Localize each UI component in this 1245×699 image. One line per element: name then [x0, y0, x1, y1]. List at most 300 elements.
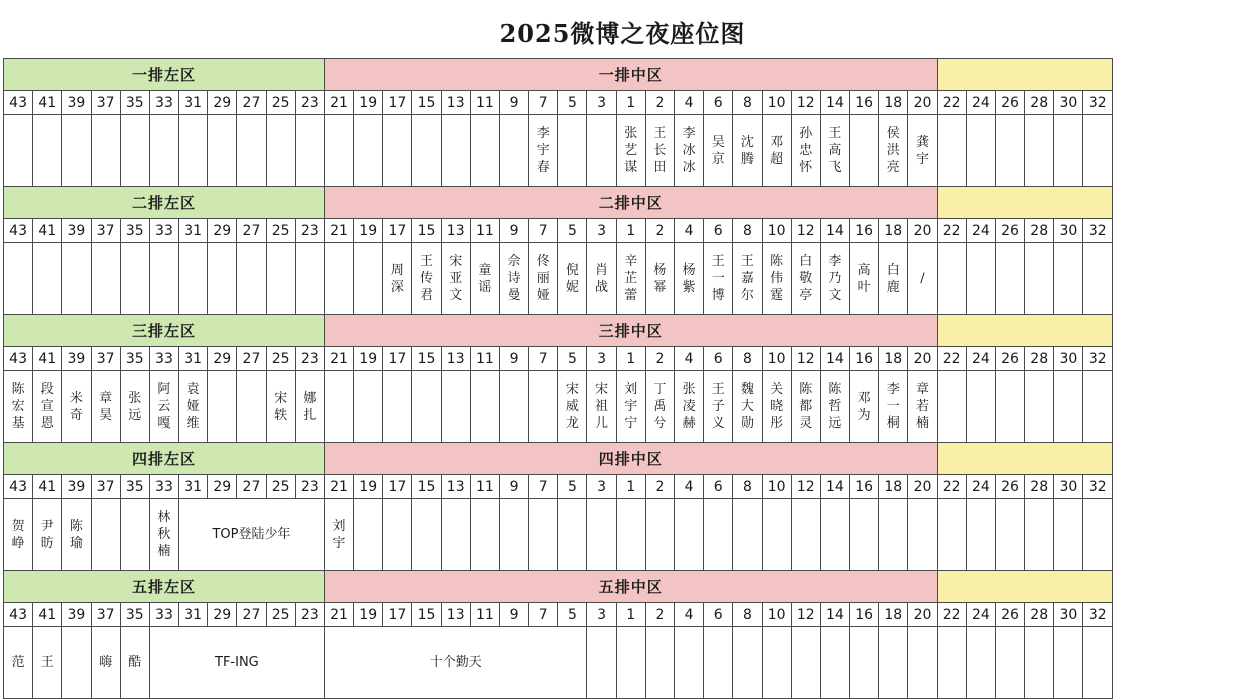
- guest-name: 陈哲远: [828, 382, 842, 431]
- seat-name-cell: [470, 371, 499, 443]
- seat-name-cell: [120, 627, 149, 699]
- seat-number: 3: [587, 475, 616, 499]
- guest-name: 龚宇: [915, 134, 929, 167]
- guest-name: 杨幂: [653, 262, 667, 295]
- seat-name-cell: [441, 115, 470, 187]
- row-section-header: [4, 315, 1113, 347]
- guest-name: 贺峥: [11, 518, 25, 551]
- group-label-cell: [179, 499, 325, 571]
- seat-name-cell: [1025, 499, 1054, 571]
- seat-name-cell: [791, 371, 820, 443]
- seat-name-cell: [966, 371, 995, 443]
- seat-number: 24: [966, 219, 995, 243]
- seat-number: 28: [1025, 347, 1054, 371]
- seat-number: 7: [529, 347, 558, 371]
- seat-number: 13: [441, 91, 470, 115]
- seat-name-cell: [733, 627, 762, 699]
- seat-name-cell: [937, 115, 966, 187]
- seat-number: 10: [762, 475, 791, 499]
- seat-number: 27: [237, 219, 266, 243]
- guest-name: 段宣恩: [40, 382, 54, 431]
- seat-number: 14: [820, 603, 849, 627]
- guest-name: /: [920, 271, 925, 286]
- center-zone-label: 一排中区: [324, 59, 937, 91]
- seat-number: 22: [937, 219, 966, 243]
- guest-name: 魏大勋: [740, 382, 754, 431]
- guest-name: 范: [11, 655, 25, 670]
- seat-name-cell: [995, 115, 1024, 187]
- seat-name-cell: [383, 115, 412, 187]
- seat-number: 15: [412, 219, 441, 243]
- row-section-header: [4, 571, 1113, 603]
- seat-number: 19: [354, 603, 383, 627]
- guest-name: 张远: [128, 390, 142, 423]
- seat-name-cell: [1083, 115, 1113, 187]
- seat-number: 28: [1025, 603, 1054, 627]
- seat-name-cell: [295, 371, 324, 443]
- seat-name-cell: [412, 499, 441, 571]
- seat-name-cell: [587, 627, 616, 699]
- seat-number: 29: [208, 219, 237, 243]
- guest-name: 王高飞: [828, 126, 842, 175]
- seat-number: 10: [762, 219, 791, 243]
- seat-name-cell: [587, 243, 616, 315]
- seat-name-cell: [879, 243, 908, 315]
- seat-name-cell: [266, 115, 295, 187]
- seat-number: 7: [529, 219, 558, 243]
- seat-number: 19: [354, 91, 383, 115]
- seat-name-cell: [908, 115, 937, 187]
- seat-number: 13: [441, 603, 470, 627]
- seat-number: 6: [704, 603, 733, 627]
- guest-name: 李宇春: [536, 126, 550, 175]
- seat-name-cell: [354, 499, 383, 571]
- row-section-header: [4, 59, 1113, 91]
- seat-number-row: [4, 219, 1113, 243]
- seat-names-row: [4, 371, 1113, 443]
- seat-name-cell: [733, 499, 762, 571]
- seat-name-cell: [91, 115, 120, 187]
- seat-name-cell: [995, 243, 1024, 315]
- seat-number: 35: [120, 603, 149, 627]
- guest-name: 李一桐: [886, 382, 900, 431]
- guest-name: 米奇: [69, 390, 83, 423]
- seat-number: 24: [966, 347, 995, 371]
- seat-number: 43: [4, 475, 33, 499]
- seat-number: 1: [616, 347, 645, 371]
- guest-name: 陈瑜: [69, 518, 83, 551]
- seat-number: 21: [324, 475, 353, 499]
- seat-name-cell: [704, 371, 733, 443]
- seat-number: 27: [237, 91, 266, 115]
- seat-name-cell: [499, 371, 528, 443]
- seat-number: 23: [295, 603, 324, 627]
- seat-name-cell: [499, 499, 528, 571]
- seat-number: 39: [62, 603, 91, 627]
- seat-number: 9: [499, 475, 528, 499]
- seat-name-cell: [937, 499, 966, 571]
- right-zone-label: [937, 59, 1112, 91]
- seat-name-cell: [529, 243, 558, 315]
- seat-number: 16: [850, 603, 879, 627]
- seat-number: 1: [616, 603, 645, 627]
- guest-name: 王传君: [420, 254, 434, 303]
- seat-name-cell: [470, 115, 499, 187]
- seat-name-cell: [645, 627, 674, 699]
- seat-name-cell: [149, 115, 178, 187]
- seat-name-cell: [966, 499, 995, 571]
- seat-number: 17: [383, 91, 412, 115]
- seat-name-cell: [820, 499, 849, 571]
- seat-number: 25: [266, 347, 295, 371]
- seat-number: 5: [558, 475, 587, 499]
- seat-name-cell: [791, 627, 820, 699]
- seat-number: 27: [237, 347, 266, 371]
- seat-name-cell: [733, 243, 762, 315]
- guest-name: 王子义: [711, 382, 725, 431]
- seat-number: 28: [1025, 475, 1054, 499]
- seat-number: 41: [33, 603, 62, 627]
- seat-name-cell: [937, 627, 966, 699]
- seat-name-cell: [1054, 115, 1083, 187]
- seat-name-cell: [149, 499, 178, 571]
- seat-name-cell: [587, 499, 616, 571]
- seat-name-cell: [1083, 627, 1113, 699]
- seat-name-cell: [149, 371, 178, 443]
- seat-number: 41: [33, 347, 62, 371]
- guest-name: 张凌赫: [682, 382, 696, 431]
- seat-number: 9: [499, 219, 528, 243]
- seat-number: 9: [499, 603, 528, 627]
- left-zone-label: 二排左区: [4, 187, 325, 219]
- guest-name: 沈腾: [740, 134, 754, 167]
- guest-name: 王一博: [711, 254, 725, 303]
- seat-number: 5: [558, 603, 587, 627]
- guest-name: 辛芷蕾: [624, 254, 638, 303]
- seat-number: 37: [91, 219, 120, 243]
- seat-name-cell: [208, 115, 237, 187]
- right-zone-label: [937, 315, 1112, 347]
- seat-names-row: [4, 115, 1113, 187]
- seat-name-cell: [587, 371, 616, 443]
- seat-number: 27: [237, 603, 266, 627]
- seat-number: 7: [529, 475, 558, 499]
- seat-name-cell: [62, 627, 91, 699]
- guest-name: 李冰冰: [682, 126, 696, 175]
- seat-name-cell: [966, 115, 995, 187]
- seat-name-cell: [33, 371, 62, 443]
- seat-number: 20: [908, 475, 937, 499]
- seat-number: 16: [850, 347, 879, 371]
- guest-name: 袁娅维: [186, 382, 200, 431]
- seat-name-cell: [879, 371, 908, 443]
- seat-name-cell: [383, 499, 412, 571]
- seat-name-cell: [937, 371, 966, 443]
- seat-number: 4: [675, 91, 704, 115]
- seat-number: 6: [704, 347, 733, 371]
- seat-number: 37: [91, 475, 120, 499]
- seat-number: 2: [645, 219, 674, 243]
- seat-number: 21: [324, 219, 353, 243]
- seat-number: 15: [412, 347, 441, 371]
- guest-name: 刘宇: [332, 518, 346, 551]
- seat-name-cell: [791, 499, 820, 571]
- seat-name-cell: [295, 115, 324, 187]
- seat-name-cell: [791, 243, 820, 315]
- seat-name-cell: [149, 243, 178, 315]
- seat-name-cell: [208, 243, 237, 315]
- seat-number: 32: [1083, 219, 1113, 243]
- seat-name-cell: [4, 115, 33, 187]
- seat-name-cell: [762, 371, 791, 443]
- guest-name: 陈宏基: [11, 382, 25, 431]
- seat-name-cell: [675, 499, 704, 571]
- seat-name-cell: [675, 627, 704, 699]
- seat-number: 16: [850, 219, 879, 243]
- seat-number: 8: [733, 91, 762, 115]
- seat-name-cell: [850, 115, 879, 187]
- guest-name: 倪妮: [565, 262, 579, 295]
- seat-number: 31: [179, 475, 208, 499]
- seat-number: 15: [412, 91, 441, 115]
- guest-name: 丁禹兮: [653, 382, 667, 431]
- group-label: TF-ING: [215, 654, 259, 670]
- seat-number: 23: [295, 347, 324, 371]
- seat-name-cell: [995, 627, 1024, 699]
- seat-name-cell: [441, 371, 470, 443]
- guest-name: 章昊: [99, 390, 113, 423]
- seat-number: 41: [33, 475, 62, 499]
- seat-number: 16: [850, 91, 879, 115]
- seat-number: 21: [324, 603, 353, 627]
- guest-name: 佘诗曼: [507, 254, 521, 303]
- guest-name: 邓超: [770, 134, 784, 167]
- seat-number: 2: [645, 603, 674, 627]
- seat-number: 1: [616, 475, 645, 499]
- group-label-cell: [149, 627, 324, 699]
- seat-number: 4: [675, 219, 704, 243]
- seat-name-cell: [441, 243, 470, 315]
- guest-name: 酷: [128, 655, 142, 670]
- right-zone-label: [937, 443, 1112, 475]
- seat-number: 1: [616, 219, 645, 243]
- seat-name-cell: [850, 499, 879, 571]
- seat-name-cell: [733, 371, 762, 443]
- seat-number: 12: [791, 603, 820, 627]
- seat-number: 2: [645, 475, 674, 499]
- seat-number: 35: [120, 219, 149, 243]
- guest-name: 杨紫: [682, 262, 696, 295]
- seat-number: 33: [149, 475, 178, 499]
- seat-name-cell: [4, 499, 33, 571]
- seat-name-cell: [820, 627, 849, 699]
- seat-number: 12: [791, 219, 820, 243]
- right-zone-label: [937, 571, 1112, 603]
- seat-number: 7: [529, 603, 558, 627]
- seat-number-row: [4, 475, 1113, 499]
- seat-name-cell: [850, 627, 879, 699]
- seat-number: 4: [675, 603, 704, 627]
- seat-name-cell: [762, 627, 791, 699]
- seat-name-cell: [120, 499, 149, 571]
- seat-number: 20: [908, 219, 937, 243]
- seat-number: 26: [995, 91, 1024, 115]
- seat-number: 29: [208, 91, 237, 115]
- seat-name-cell: [529, 371, 558, 443]
- group-label: TOP登陆少年: [212, 526, 291, 542]
- guest-name: 王: [40, 655, 54, 670]
- guest-name: 童谣: [478, 262, 492, 295]
- seat-number: 43: [4, 219, 33, 243]
- seat-number: 19: [354, 219, 383, 243]
- seat-number: 31: [179, 347, 208, 371]
- center-zone-label: 三排中区: [324, 315, 937, 347]
- seat-number: 26: [995, 603, 1024, 627]
- seat-name-cell: [966, 627, 995, 699]
- seat-number: 13: [441, 219, 470, 243]
- seat-name-cell: [675, 115, 704, 187]
- seat-number: 7: [529, 91, 558, 115]
- seat-name-cell: [324, 115, 353, 187]
- seat-number: 8: [733, 347, 762, 371]
- seat-name-cell: [1083, 371, 1113, 443]
- seat-number: 14: [820, 219, 849, 243]
- seat-number: 39: [62, 475, 91, 499]
- seat-name-cell: [179, 243, 208, 315]
- seat-number: 20: [908, 347, 937, 371]
- seat-number: 23: [295, 91, 324, 115]
- seat-number: 6: [704, 91, 733, 115]
- seat-name-cell: [820, 243, 849, 315]
- seat-name-cell: [237, 115, 266, 187]
- guest-name: 章若楠: [915, 382, 929, 431]
- guest-name: 宋亚文: [449, 254, 463, 303]
- seat-name-cell: [616, 627, 645, 699]
- seat-name-cell: [120, 115, 149, 187]
- seat-number: 24: [966, 91, 995, 115]
- seat-number: 3: [587, 603, 616, 627]
- guest-name: 肖战: [595, 262, 609, 295]
- seat-name-cell: [295, 243, 324, 315]
- seat-number: 1: [616, 91, 645, 115]
- seat-name-cell: [529, 115, 558, 187]
- seat-name-cell: [995, 371, 1024, 443]
- seat-number: 8: [733, 603, 762, 627]
- row-section-header: [4, 443, 1113, 475]
- seat-number: 3: [587, 91, 616, 115]
- seat-name-cell: [91, 371, 120, 443]
- seat-name-cell: [704, 499, 733, 571]
- seat-number: 11: [470, 347, 499, 371]
- seat-number: 41: [33, 91, 62, 115]
- seat-number-row: [4, 347, 1113, 371]
- seat-name-cell: [120, 243, 149, 315]
- seat-name-cell: [324, 243, 353, 315]
- seat-name-cell: [529, 499, 558, 571]
- seat-name-cell: [1025, 115, 1054, 187]
- seat-number: 18: [879, 347, 908, 371]
- seat-name-cell: [675, 243, 704, 315]
- seat-name-cell: [324, 371, 353, 443]
- seat-number: 14: [820, 91, 849, 115]
- seat-name-cell: [354, 371, 383, 443]
- seat-number: 9: [499, 91, 528, 115]
- seat-number: 25: [266, 475, 295, 499]
- seat-name-cell: [33, 115, 62, 187]
- seat-number: 24: [966, 603, 995, 627]
- guest-name: 高叶: [857, 262, 871, 295]
- seat-name-cell: [470, 499, 499, 571]
- seat-number: 5: [558, 347, 587, 371]
- seat-number: 26: [995, 347, 1024, 371]
- seat-number: 32: [1083, 347, 1113, 371]
- seat-name-cell: [616, 115, 645, 187]
- seat-name-cell: [208, 371, 237, 443]
- seat-name-cell: [354, 243, 383, 315]
- group-label: 十个勤天: [429, 654, 482, 670]
- seat-name-cell: [4, 371, 33, 443]
- guest-name: 嗨: [99, 655, 113, 670]
- seat-number: 5: [558, 91, 587, 115]
- group-label-cell: [324, 627, 587, 699]
- seat-number: 28: [1025, 91, 1054, 115]
- seat-name-cell: [4, 627, 33, 699]
- seat-name-cell: [820, 371, 849, 443]
- guest-name: 王嘉尔: [740, 254, 754, 303]
- seat-number: 35: [120, 475, 149, 499]
- guest-name: 白敬亭: [799, 254, 813, 303]
- seat-name-cell: [1054, 243, 1083, 315]
- seat-number: 25: [266, 219, 295, 243]
- left-zone-label: 四排左区: [4, 443, 325, 475]
- guest-name: 侯洪亮: [886, 126, 900, 175]
- seat-name-cell: [1054, 499, 1083, 571]
- seat-number: 24: [966, 475, 995, 499]
- seat-names-row: [4, 499, 1113, 571]
- seat-name-cell: [441, 499, 470, 571]
- seat-name-cell: [470, 243, 499, 315]
- seat-number: 10: [762, 603, 791, 627]
- guest-name: 刘宇宁: [624, 382, 638, 431]
- seat-number: 12: [791, 347, 820, 371]
- seat-number: 39: [62, 219, 91, 243]
- guest-name: 张艺谋: [624, 126, 638, 175]
- seating-chart: [3, 58, 1113, 699]
- seat-name-cell: [412, 243, 441, 315]
- seat-name-cell: [645, 499, 674, 571]
- seat-number: 27: [237, 475, 266, 499]
- seat-name-cell: [33, 627, 62, 699]
- seat-name-cell: [645, 243, 674, 315]
- seat-name-cell: [966, 243, 995, 315]
- seat-number: 33: [149, 91, 178, 115]
- seat-name-cell: [179, 115, 208, 187]
- seat-name-cell: [937, 243, 966, 315]
- seat-number: 2: [645, 91, 674, 115]
- seat-number: 35: [120, 91, 149, 115]
- seat-number: 12: [791, 475, 820, 499]
- left-zone-label: 五排左区: [4, 571, 325, 603]
- seat-number: 11: [470, 603, 499, 627]
- seat-number: 30: [1054, 347, 1083, 371]
- seat-name-cell: [908, 371, 937, 443]
- seat-number: 8: [733, 219, 762, 243]
- seat-number: 10: [762, 347, 791, 371]
- right-zone-label: [937, 187, 1112, 219]
- seat-number: 22: [937, 347, 966, 371]
- seat-name-cell: [91, 499, 120, 571]
- guest-name: 吴京: [711, 134, 725, 167]
